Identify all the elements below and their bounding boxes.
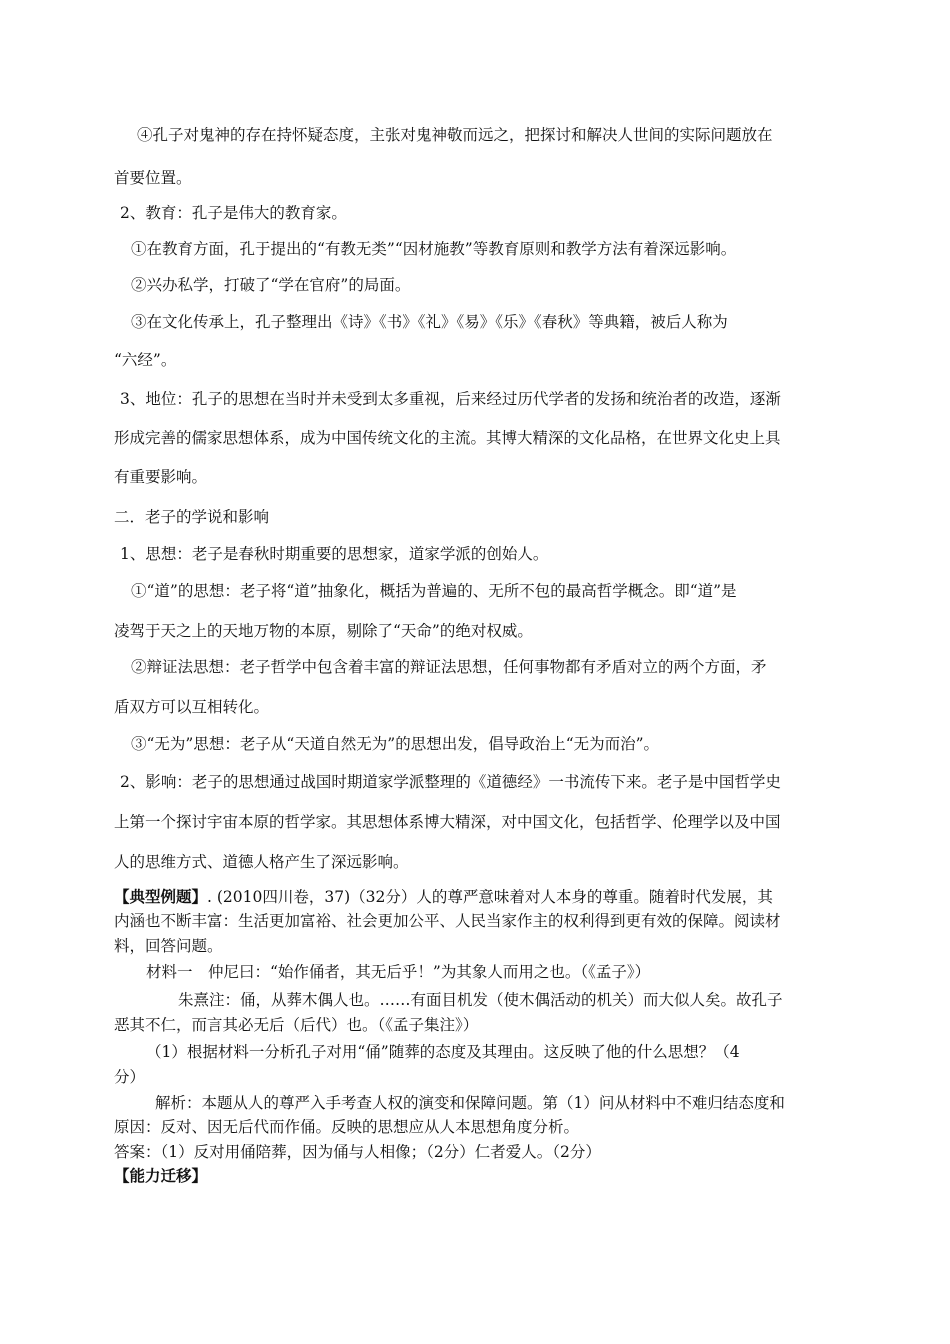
material-one: 材料一 仲尼曰：“始作俑者，其无后乎！”为其象人而用之也。（《孟子》） <box>146 963 651 981</box>
analysis-line2: 原因：反对、因无后代而作俑。反映的思想应从人本思想角度分析。 <box>114 1118 580 1136</box>
education-heading: 2、教育：孔子是伟大的教育家。 <box>120 204 347 222</box>
zhuxi-note-line2: 恶其不仁，而言其必无后（后代）也。（《孟子集注》） <box>114 1016 479 1034</box>
analysis-line1: 解析：本题从人的尊严入手考查人权的演变和保障问题。第（1）问从材料中不难归结态度和 <box>155 1094 785 1112</box>
dialectic-paragraph-line1: ②辩证法思想：老子哲学中包含着丰富的辩证法思想，任何事物都有矛盾对立的两个方面，矛 <box>131 658 767 676</box>
education-item-3-line1: ③在文化传承上，孔子整理出《诗》《书》《礼》《易》《乐》《春秋》等典籍，被后人称为 <box>131 313 728 331</box>
example-label: 【典型例题】 <box>114 887 208 906</box>
confucius-ghost-paragraph-line2: 首要位置。 <box>114 169 192 187</box>
answer-line: 答案：（1）反对用俑陪葬，因为俑与人相像；（2分）仁者爱人。（2分） <box>114 1143 601 1161</box>
influence-paragraph-line2: 上第一个探讨宇宙本原的哲学家。其思想体系博大精深，对中国文化，包括哲学、伦理学以及中国 <box>114 813 781 831</box>
influence-paragraph-line3: 人的思维方式、道德人格产生了深远影响。 <box>114 853 409 871</box>
example-intro-text: . (2010四川卷，37)（32分）人的尊严意味着对人本身的尊重。随着时代发展，其 <box>207 888 773 906</box>
zhuxi-note-line1: 朱熹注：俑，从葬木偶人也。……有面目机发（使木偶活动的机关）而大似人矣。故孔子 <box>178 991 783 1009</box>
example-intro-line3: 料，回答问题。 <box>114 937 223 955</box>
dao-paragraph-line1: ①“道”的思想：老子将“道”抽象化，概括为普遍的、无所不包的最高哲学概念。即“道”是 <box>131 582 737 600</box>
dao-paragraph-line2: 凌驾于天之上的天地万物的本原，剔除了“天命”的绝对权威。 <box>114 622 533 640</box>
influence-paragraph-line1: 2、影响：老子的思想通过战国时期道家学派整理的《道德经》一书流传下来。老子是中国哲学史 <box>120 773 781 791</box>
confucius-ghost-paragraph-line1: ④孔子对鬼神的存在持怀疑态度，主张对鬼神敬而远之，把探讨和解决人世间的实际问题放在 <box>137 126 773 144</box>
dialectic-paragraph-line2: 盾双方可以互相转化。 <box>114 698 270 716</box>
laozi-section-heading: 二．老子的学说和影响 <box>114 508 270 526</box>
ability-transfer-label: 【能力迁移】 <box>114 1166 208 1185</box>
question-line1: （1）根据材料一分析孔子对用“俑”随葬的态度及其理由。这反映了他的什么思想？（4 <box>146 1043 740 1061</box>
education-item-2: ②兴办私学，打破了“学在官府”的局面。 <box>131 276 411 294</box>
example-intro-line2: 内涵也不断丰富：生活更加富裕、社会更加公平、人民当家作主的权利得到更有效的保障。阅读材 <box>114 912 781 930</box>
status-paragraph-line2: 形成完善的儒家思想体系，成为中国传统文化的主流。其博大精深的文化品格，在世界文化史上具 <box>114 429 781 447</box>
education-item-3-line2: “六经”。 <box>114 351 177 369</box>
question-line2: 分） <box>114 1068 146 1086</box>
education-item-1: ①在教育方面，孔于提出的“有教无类”“因材施教”等教育原则和教学方法有着深远影响。 <box>131 240 737 258</box>
wuwei-paragraph: ③“无为”思想：老子从“天道自然无为”的思想出发，倡导政治上“无为而治”。 <box>131 735 660 753</box>
status-paragraph-line3: 有重要影响。 <box>114 468 208 486</box>
example-intro-line1 <box>114 887 773 907</box>
status-paragraph-line1: 3、地位：孔子的思想在当时并未受到太多重视，后来经过历代学者的发扬和统治者的改造，逐渐 <box>120 390 781 408</box>
laozi-thought-heading: 1、思想：老子是春秋时期重要的思想家，道家学派的创始人。 <box>120 545 549 563</box>
